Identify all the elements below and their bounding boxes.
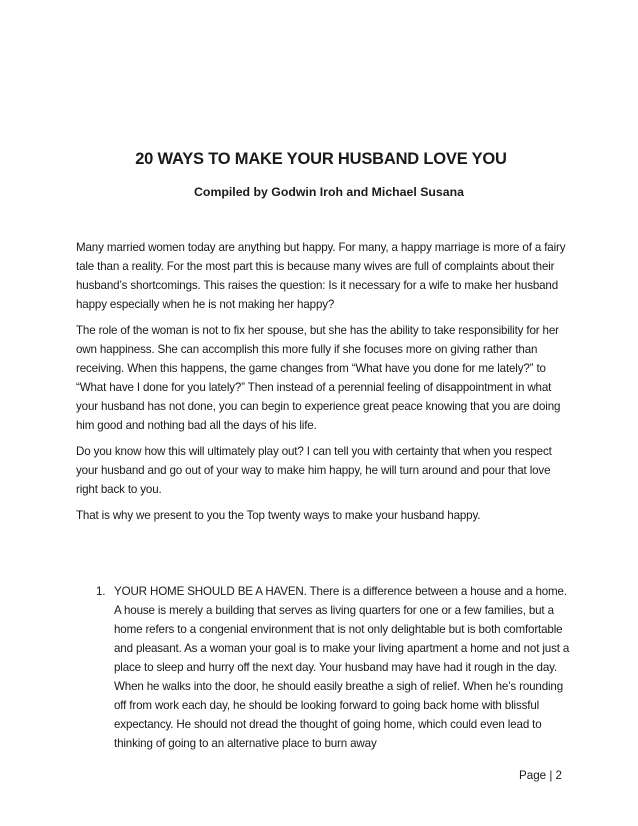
list-item-text: YOUR HOME SHOULD BE A HAVEN. There is a difference between a house and a home. A house is merely a building that serves as living quarters for one or a few families, but a home refers to a congenial environment that is not only delightable but is both comfortable and pleasant. As a woman your goal is to make your living apartment a home and not just a place to sleep and hurry off the next day. Your husband may have had it rough in the day. When he walks into the door, he should easily breathe a sigh of relief. When he’s rounding off from work each day, he should be looking forward to going back home with blissful expectancy. He should not dread the thought of going home, which could even lead to thinking of going to an alternative place to burn away (114, 585, 570, 750)
document-title: 20 WAYS TO MAKE YOUR HUSBAND LOVE YOU (135, 150, 507, 168)
intro-body (76, 238, 574, 532)
paragraph-3: Do you know how this will ultimately play out? I can tell you with certainty that when you respect your husband and go out of your way to make him happy, he will turn around and pour that love right back to you. (76, 445, 552, 496)
page-number-footer: Page | 2 (519, 769, 562, 782)
numbered-list (96, 582, 576, 753)
list-item (96, 582, 576, 753)
list-item-number: 1. (96, 585, 106, 598)
paragraph-1: Many married women today are anything but happy. For many, a happy marriage is more of a fairy tale than a reality. For the most part this is because many wives are full of complaints about their husband’s shortcomings. This raises the question: Is it necessary for a wife to make her husband happy especially when he is not making her happy? (76, 241, 566, 311)
paragraph-2: The role of the woman is not to fix her spouse, but she has the ability to take responsibility for her own happiness. She can accomplish this more fully if she focuses more on giving rather than receiving. When this happens, the game changes from “What have you done for me lately?” to “What have I done for you lately?” Then instead of a perennial feeling of disappointment in what your husband has not done, you can begin to experience great peace knowing that you are doing him good and nothing bad all the days of his life. (76, 324, 561, 432)
document-subtitle: Compiled by Godwin Iroh and Michael Susana (194, 185, 464, 199)
paragraph-4: That is why we present to you the Top twenty ways to make your husband happy. (76, 509, 481, 522)
